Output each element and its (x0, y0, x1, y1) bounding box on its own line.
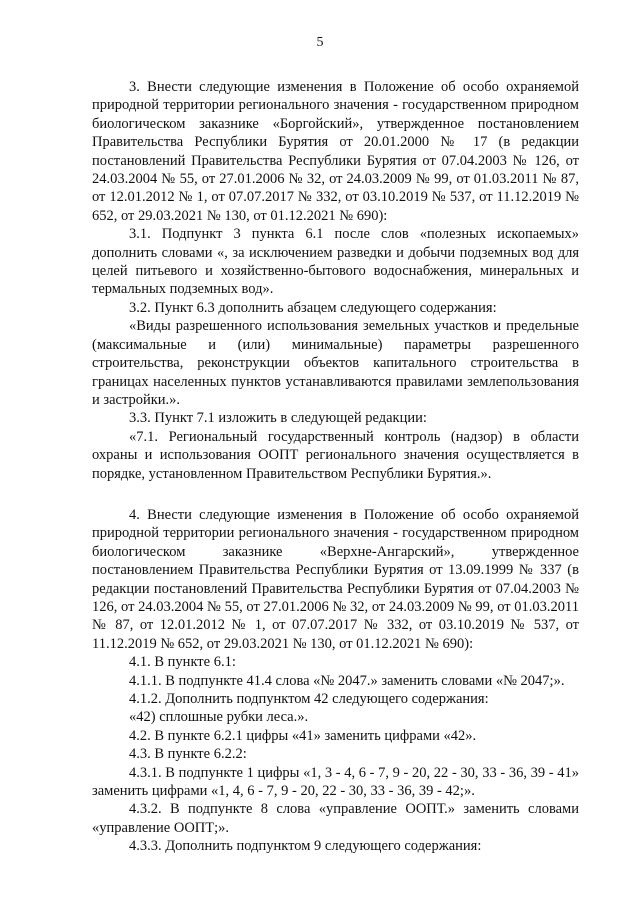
paragraph-quote-land-use: «Виды разрешенного использования земельных участков и предельные (максимальные и (или) минимальные) параметры разрешенного строительства, реконструкции объектов капитального строительства в границах населенных пунктов устанавливаются правилами землепользования и застройки.». (92, 318, 579, 408)
paragraph-item-3: 3. Внести следующие изменения в Положение об особо охраняемой природной территории регионального значения - государственном природном биологическом заказнике «Боргойский», утвержденное постановлением Правительства Республики Бурятия от 20.01.2000 № 17 (в редакции постановлений Правительства Республики Бурятия от 07.04.2003 № 126, от 24.03.2004 № 55, от 27.01.2006 № 32, от 24.03.2009 № 99, от 01.03.2011 № 87, от 12.01.2012 № 1, от 07.07.2017 № 332, от 03.10.2019 № 537, от 11.12.2019 № 652, от 29.03.2021 № 130, от 01.12.2021 № 690): (92, 79, 579, 224)
paragraph-item-4-1-1: 4.1.1. В подпункте 41.4 слова «№ 2047.» заменить словами «№ 2047;». (129, 672, 565, 689)
paragraph-item-4-1: 4.1. В пункте 6.1: (129, 654, 236, 671)
paragraph-item-4: 4. Внести следующие изменения в Положение об особо охраняемой природной территории регионального значения - государственном природном биологическом заказнике «Верхне-Ангарский», утвержденное постановлением Правительства Республики Бурятия от 13.09.1999 № 337 (в редакции постановлений Правительства Республики Бурятия от 07.04.2003 № 126, от 24.03.2004 № 55, от 27.01.2006 № 32, от 24.03.2009 № 99, от 01.03.2011 № 87, от 12.01.2012 № 1, от 07.07.2017 № 332, от 03.10.2019 № 537, от 11.12.2019 № 652, от 29.03.2021 № 130, от 01.12.2021 № 690): (92, 506, 579, 652)
paragraph-quote-7-1: «7.1. Региональный государственный контроль (надзор) в области охраны и использования ООПТ регионального значения осуществляется в порядке, установленном Правительством Республики Бурятия.». (92, 428, 579, 482)
paragraph-item-4-1-2: 4.1.2. Дополнить подпунктом 42 следующего содержания: (129, 691, 489, 707)
paragraph-item-4-3-2: 4.3.2. В подпункте 8 слова «управление ООПТ.» заменить словами «управление ООПТ;». (92, 801, 579, 836)
paragraph-item-4-3-3: 4.3.3. Дополнить подпунктом 9 следующего содержания: (129, 838, 482, 855)
page-number: 5 (316, 35, 324, 50)
document-body (92, 78, 579, 856)
paragraph-item-4-3-1: 4.3.1. В подпункте 1 цифры «1, 3 - 4, 6 - 7, 9 - 20, 22 - 30, 33 - 36, 39 - 41» заменить цифрами «1, 4, 6 - 7, 9 - 20, 22 - 30, 33 - 36, 39 - 42;». (92, 764, 579, 800)
paragraph-item-4-2: 4.2. В пункте 6.2.1 цифры «41» заменить цифрами «42». (129, 727, 477, 744)
paragraph-item-4-3: 4.3. В пункте 6.2.2: (129, 746, 247, 763)
paragraph-item-3-3: 3.3. Пункт 7.1 изложить в следующей редакции: (129, 410, 427, 427)
paragraph-item-3-2: 3.2. Пункт 6.3 дополнить абзацем следующего содержания: (129, 299, 497, 316)
paragraph-item-3-1: 3.1. Подпункт 3 пункта 6.1 после слов «полезных ископаемых» дополнить словами «, за исключением разведки и добычи подземных вод для целей питьевого и хозяйственно-бытового водоснабжения, минеральных и термальных подземных вод». (92, 226, 579, 298)
paragraph-quote-42: «42) сплошные рубки леса.». (129, 709, 309, 726)
